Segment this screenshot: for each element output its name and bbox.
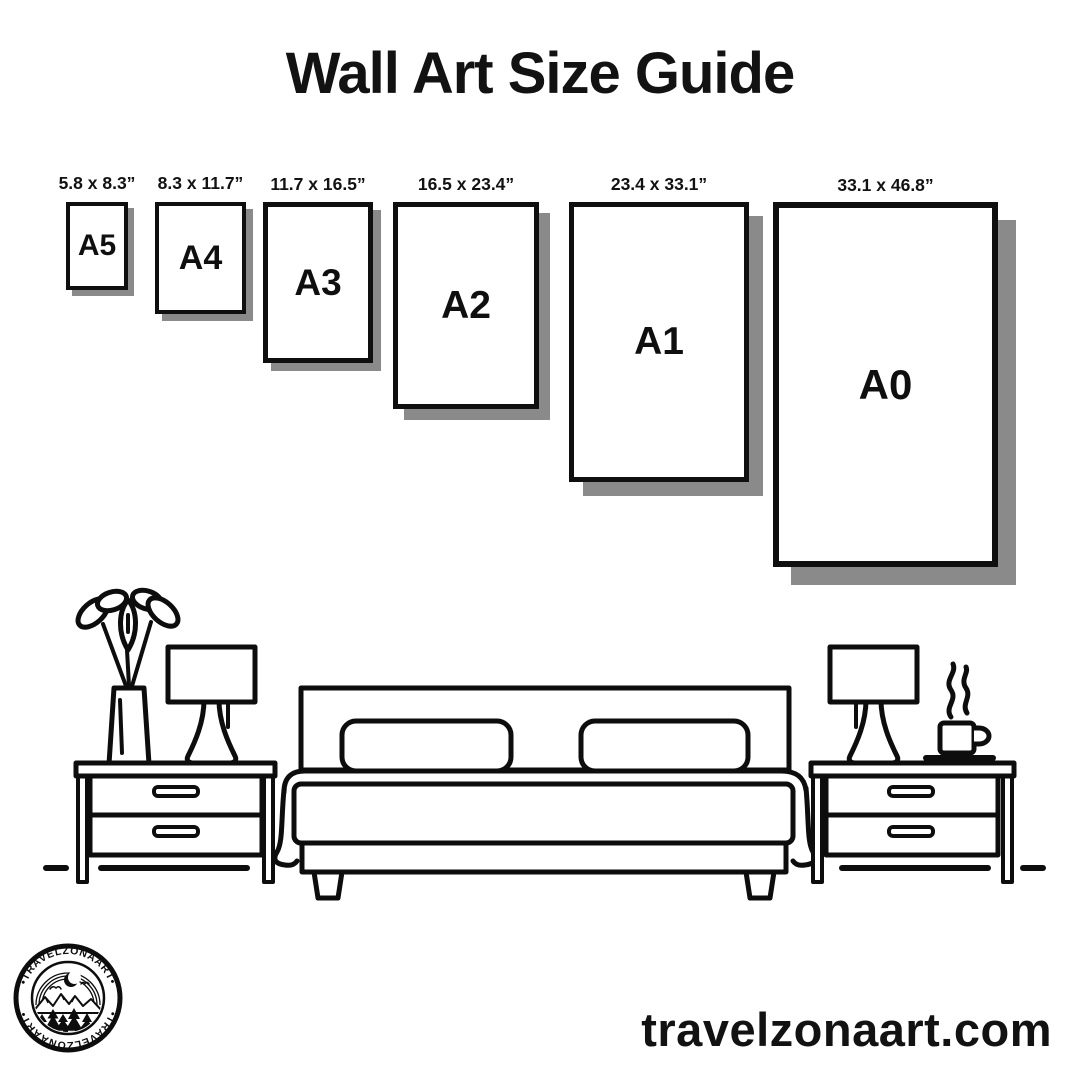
double-bed-icon [275, 688, 815, 898]
size-frame-a3 [263, 174, 373, 363]
page-title: Wall Art Size Guide [285, 41, 795, 106]
size-code-a2: A2 [441, 283, 491, 327]
size-dimensions-a1: 23.4 x 33.1” [610, 174, 708, 194]
nightstand-left-icon [76, 763, 275, 882]
logo-text-bottom: •TRAVELZONAART• [17, 1009, 119, 1052]
size-frame-a4 [155, 173, 246, 314]
size-dimensions-a4: 8.3 x 11.7” [157, 173, 244, 193]
size-dimensions-a5: 5.8 x 8.3” [58, 173, 136, 193]
size-dimensions-a3: 11.7 x 16.5” [270, 174, 366, 194]
size-code-a5: A5 [77, 229, 117, 262]
size-frame-a0 [773, 175, 998, 567]
size-frame-a1 [569, 174, 749, 482]
bedroom-scene [0, 580, 1080, 910]
size-frame-a2 [393, 174, 539, 409]
size-code-a3: A3 [294, 261, 342, 303]
size-dimensions-a0: 33.1 x 46.8” [837, 175, 934, 195]
logo-text-top: •TRAVELZONAART• [17, 944, 119, 987]
nightstand-right-icon [811, 763, 1014, 882]
coffee-cup-icon [926, 664, 993, 758]
website-url: travelzonaart.com [641, 1003, 1052, 1056]
size-code-a1: A1 [634, 320, 684, 363]
table-lamp-left-icon [168, 647, 255, 763]
size-code-a4: A4 [178, 238, 223, 277]
size-frame-a5 [58, 173, 136, 290]
size-code-a0: A0 [858, 360, 913, 408]
size-dimensions-a2: 16.5 x 23.4” [417, 174, 515, 194]
brand-logo [8, 933, 128, 1063]
table-lamp-right-icon [830, 647, 917, 763]
